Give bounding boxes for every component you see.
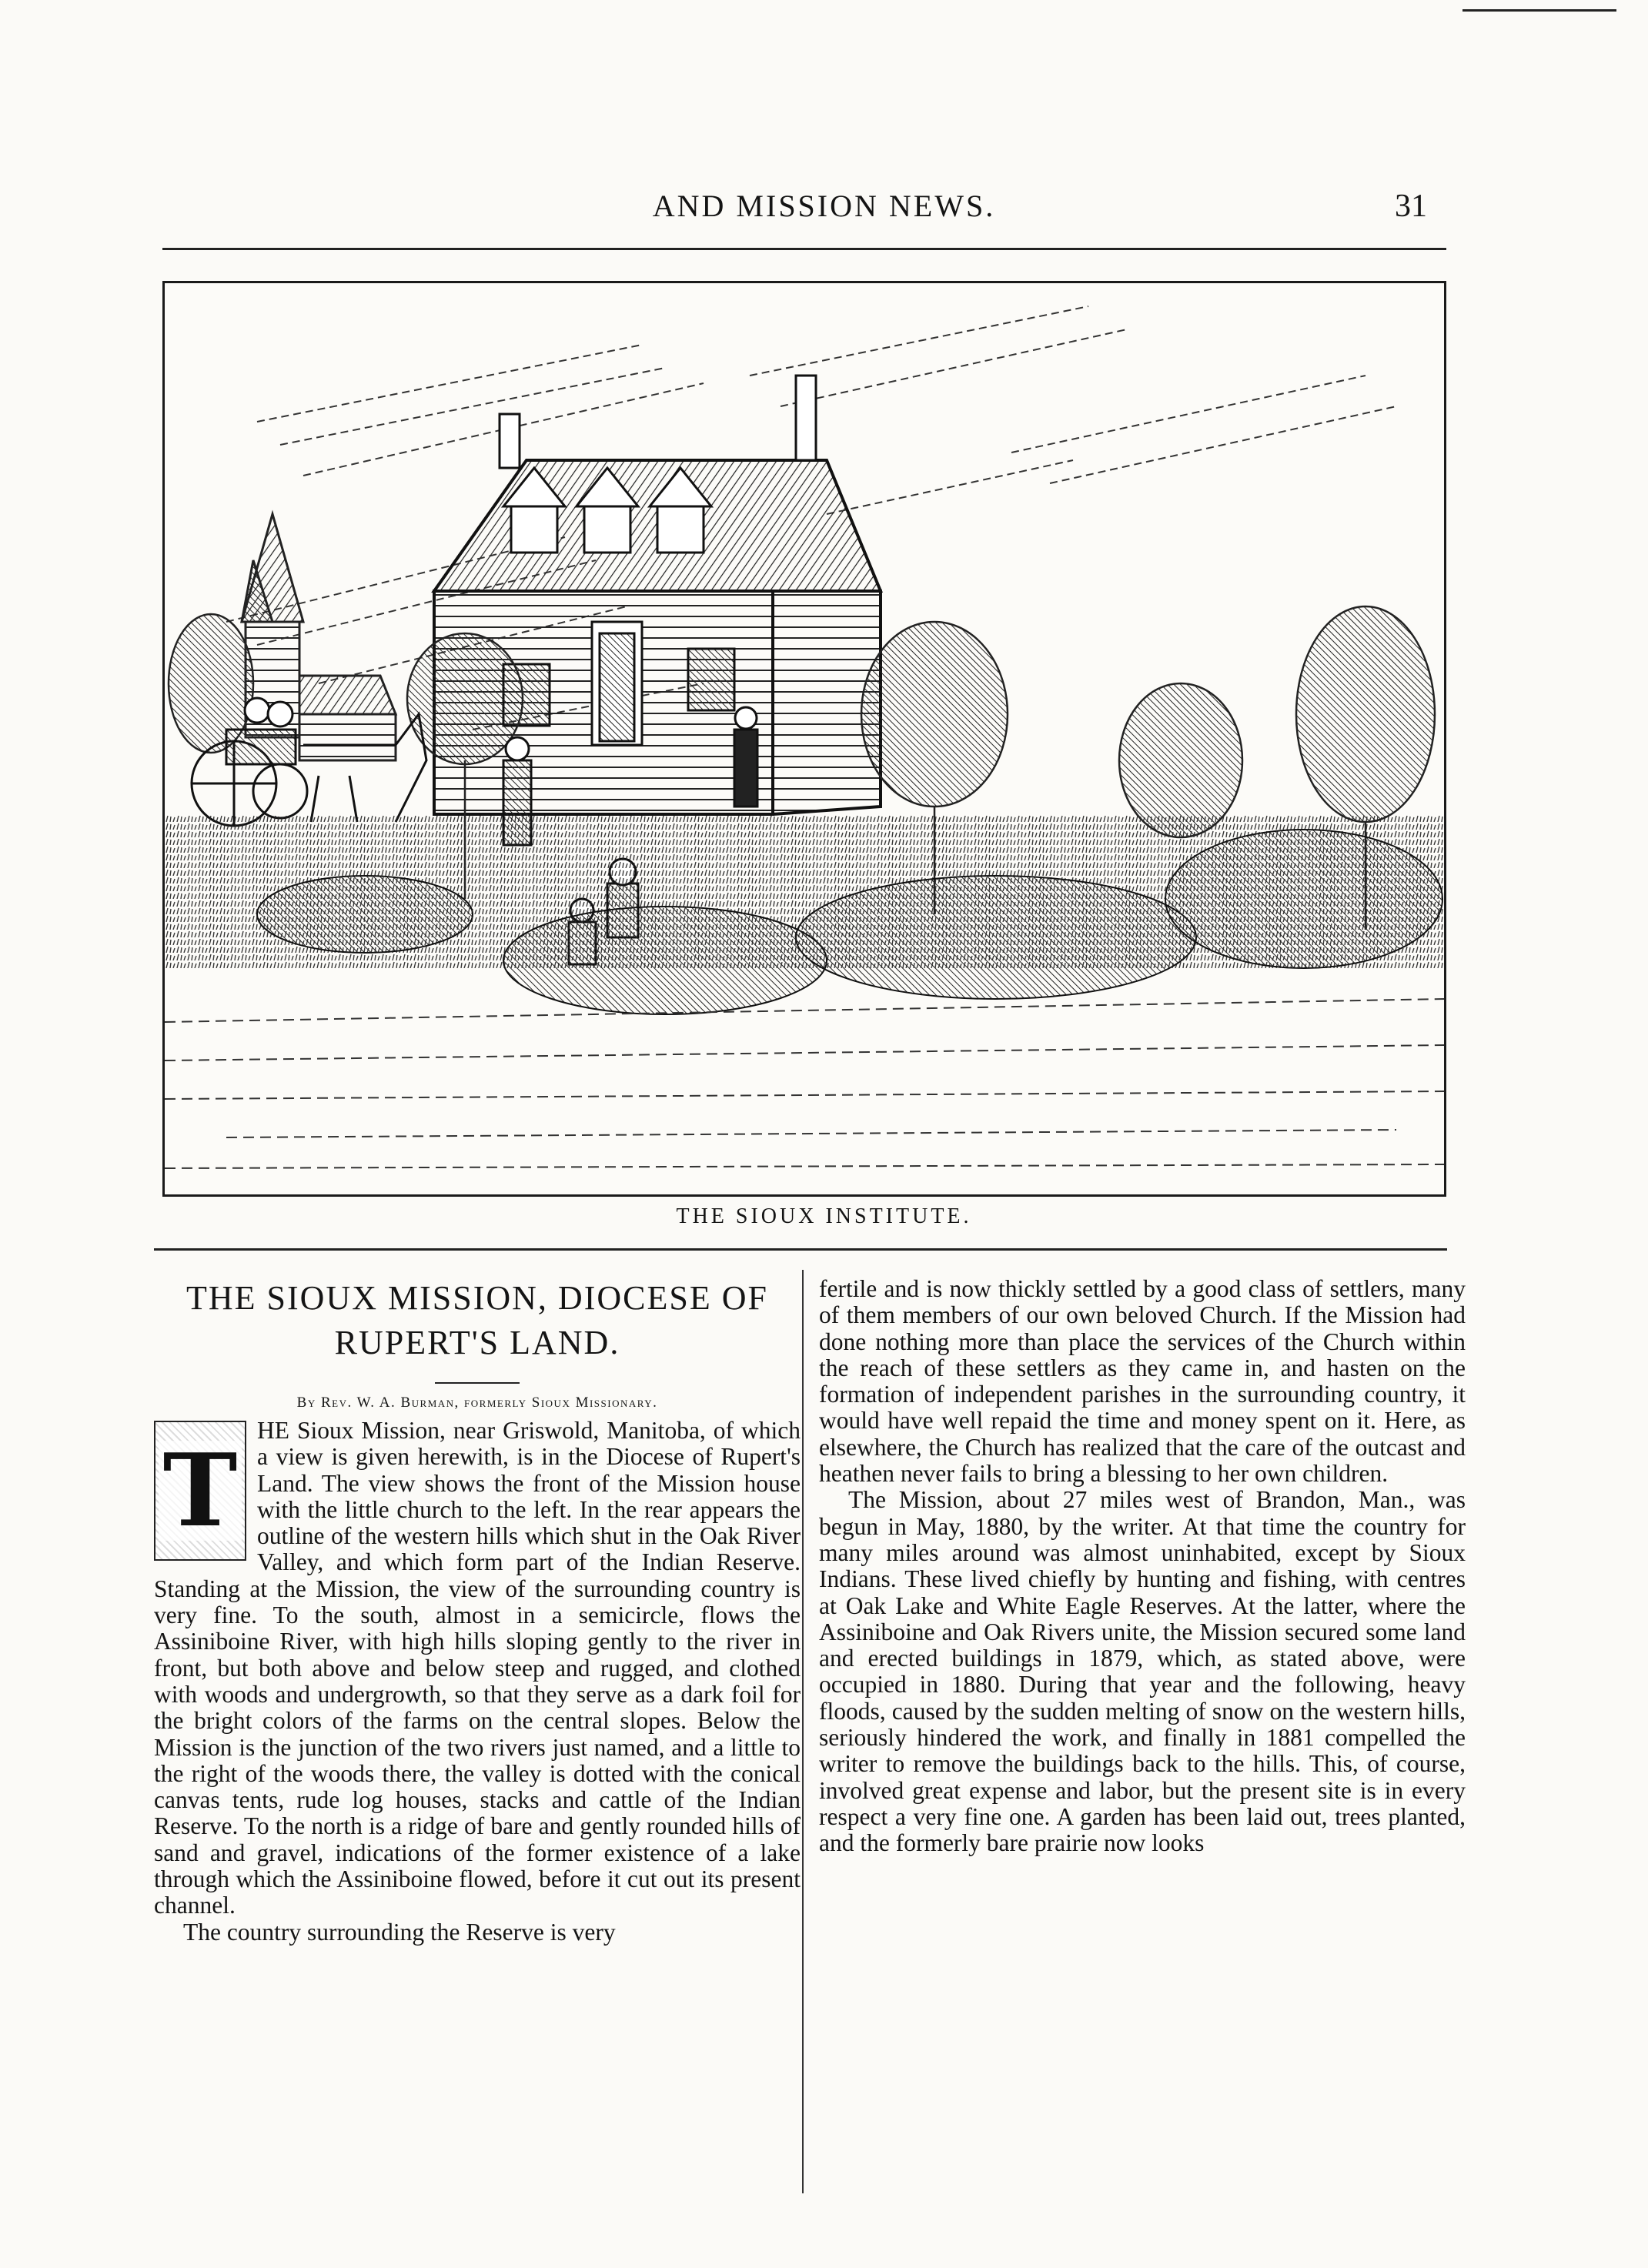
right-paragraph-2: The Mission, about 27 miles west of Brandon, Man., was begun in May, 1880, by the writer. At that time the country for many miles around was almost uninhabited, except by Sioux Indians. These lived chiefly by hunting and fishing, with centres at Oak Lake and White Eagle Reserves. At the latter, where the Assiniboine and Oak Rivers unite, the Mission secured some land and erected buildings in 1879, which, as stated above, were occupied in 1880. During that year and the following, heavy floods, caused by the sudden melting of snow on the western hills, seriously hindered the work, and finally in 1881 compelled the writer to remove the buildings back to the hills. This, of course, involved great expense and labor, but the present site is in every respect a very fine one. A garden has been laid out, trees planted, and the formerly bare prairie now looks: [819, 1486, 1466, 1857]
top-corner-rule: [1462, 9, 1616, 12]
right-paragraph-1: fertile and is now thickly settled by a good class of settlers, many of them members of our own beloved Church. If the Mission had done nothing more than place the services of the Church within the reach of these settlers as they came in, and hasten on the formation of independent parishes in the surrounding country, it would have well repaid the time and money spent on it. Here, as elsewhere, the Church has realized that the care of the outcast and heathen never fails to bring a blessing to her own children.: [819, 1275, 1466, 1488]
running-header: AND MISSION NEWS.: [652, 189, 996, 223]
left-column: [154, 1276, 801, 2200]
byline-rule: [435, 1382, 520, 1384]
ground-lines: [165, 999, 1444, 1168]
right-column: [819, 1276, 1466, 2200]
caption-rule: [154, 1248, 1447, 1251]
sioux-institute-engraving: [162, 281, 1446, 1197]
drop-cap-letter: T: [159, 1441, 242, 1541]
page-number: 31: [1395, 189, 1427, 224]
church: [242, 514, 396, 760]
byline: By Rev. W. A. Burman, formerly Sioux Missionary.: [296, 1395, 658, 1411]
header-rule: [162, 248, 1446, 250]
column-divider: [802, 1270, 804, 2193]
left-paragraph-2: The country surrounding the Reserve is very: [183, 1918, 616, 1946]
illustration-caption: THE SIOUX INSTITUTE.: [676, 1204, 972, 1228]
drop-cap-initial: [154, 1421, 246, 1561]
article-title: THE SIOUX MISSION, DIOCESE OF RUPERT'S LAND.: [186, 1279, 768, 1361]
left-paragraph-1: HE Sioux Mission, near Griswold, Manitoba, of which a view is given herewith, is in the Diocese of Rupert's Land. The view shows the front of the Mission house with the little church to the left. In the rear appears the outline of the western hills which shut in the Oak River Valley, and which form part of the Indian Reserve. Standing at the Mission, the view of the surrounding country is very fine. To the south, almost in a semicircle, flows the Assiniboine River, with high hills sloping gently to the river in front, but both above and below steep and rugged, and clothed with woods and undergrowth, so that they serve as a dark foil for the bright colors of the farms on the central slopes. Below the Mission is the junction of the two rivers just named, and a little to the right of the woods there, the valley is dotted with the conical canvas tents, rude log houses, stacks and cattle of the Indian Reserve. To the north is a ridge of bare and gently rounded hills of sand and gravel, indications of the former existence of a lake through which the Assiniboine flowed, before it cut out its present channel.: [154, 1417, 801, 1919]
